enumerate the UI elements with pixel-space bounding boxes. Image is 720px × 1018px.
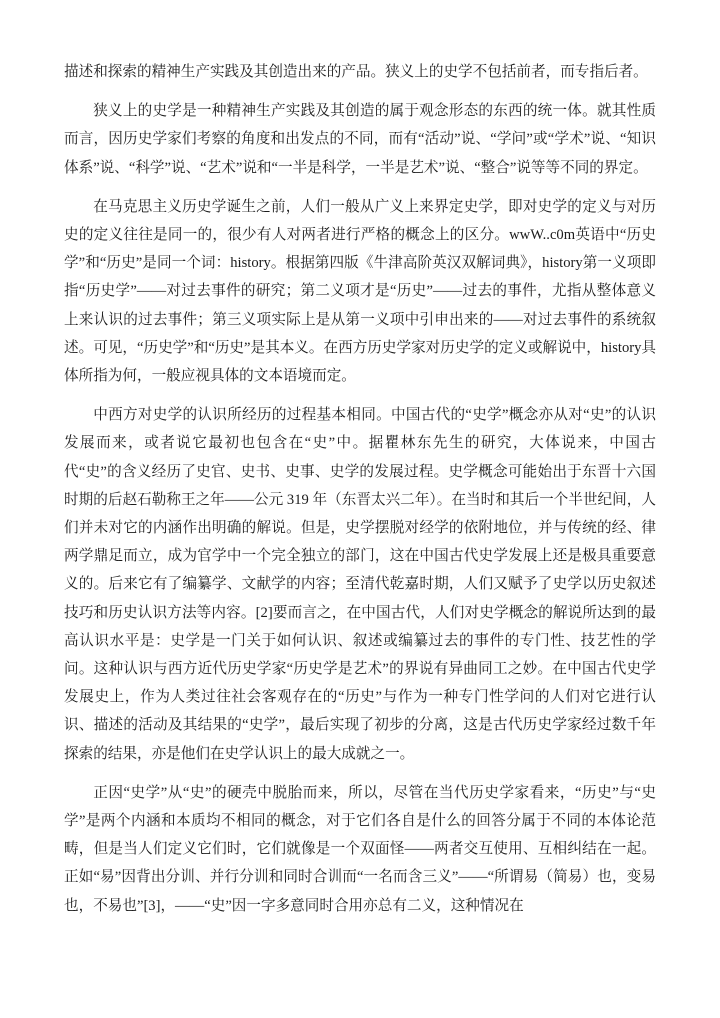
paragraph: 正因“史学”从“史”的硬壳中脱胎而来，所以，尽管在当代历史学家看来，“历史”与“史学”是两个内涵和本质均不相同的概念，对于它们各自是什么的回答分属于不同的本体论范畴，但是当人们定义它们时，它们就像是一个双面怪——两者交互使用、互相纠结在一起。正如“易”因背出分训、并行分训和同时合训而“一名而含三义”——“所谓易（简易）也，变易也，不易也”[3]，——“史”因一字多意同时合用亦总有二义，这种情况在 (64, 784, 656, 914)
paragraph-continuation: 描述和探索的精神生产实践及其创造出来的产品。狭义上的史学不包括前者，而专指后者。 (64, 64, 648, 80)
paragraph: 在马克思主义历史学诞生之前，人们一般从广义上来界定史学，即对史学的定义与对历史的定义往往是同一的，很少有人对两者进行严格的概念上的区分。wwW..c0m英语中“历史学”和“历史”是同一个词：history。根据第四版《牛津高阶英汉双解词典》，history第一义项即指“历史学”——对过去事件的研究；第二义项才是“历史”——过去的事件，尤指从整体意义上来认识的过去事件；第三义项实际上是从第一义项中引申出来的——对过去事件的系统叙述。可见，“历史学”和“历史”是其本义。在西方历史学家对历史学的定义或解说中，history具体所指为何，一般应视具体的文本语境而定。 (64, 198, 656, 385)
paragraph: 中西方对史学的认识所经历的过程基本相同。中国古代的“史学”概念亦从对“史”的认识发展而来，或者说它最初也包含在“史”中。据瞿林东先生的研究，大体说来，中国古代“史”的含义经历了史官、史书、史事、史学的发展过程。史学概念可能始出于东晋十六国时期的后赵石勒称王之年——公元 319 年（东晋太兴二年）。在当时和其后一个半世纪间，人们并未对它的内涵作出明确的解说。但是，史学摆脱对经学的依附地位，并与传统的经、律两学鼎足而立，成为官学中一个完全独立的部门，这在中国古代史学发展上还是极具重要意义的。后来它有了编纂学、文献学的内容；至清代乾嘉时期，人们又赋予了史学以历史叙述技巧和历史认识方法等内容。[2]要而言之，在中国古代，人们对史学概念的解说所达到的最高认识水平是：史学是一门关于如何认识、叙述或编纂过去的事件的专门性、技艺性的学问。这种认识与西方近代历史学家“历史学是艺术”的界说有异曲同工之妙。在中国古代史学发展史上，作为人类过往社会客观存在的“历史”与作为一种专门性学问的人们对它进行认识、描述的活动及其结果的“史学”，最后实现了初步的分离，这是古代历史学家经过数千年探索的结果，亦是他们在史学认识上的最大成就之一。 (64, 407, 656, 762)
paragraph: 狭义上的史学是一种精神生产实践及其创造的属于观念形态的东西的统一体。就其性质而言，因历史学家们考察的角度和出发点的不同，而有“活动”说、“学问”或“学术”说、“知识体系”说、“科学”说、“艺术”说和“一半是科学，一半是艺术”说、“整合”说等等不同的界定。 (64, 103, 656, 176)
